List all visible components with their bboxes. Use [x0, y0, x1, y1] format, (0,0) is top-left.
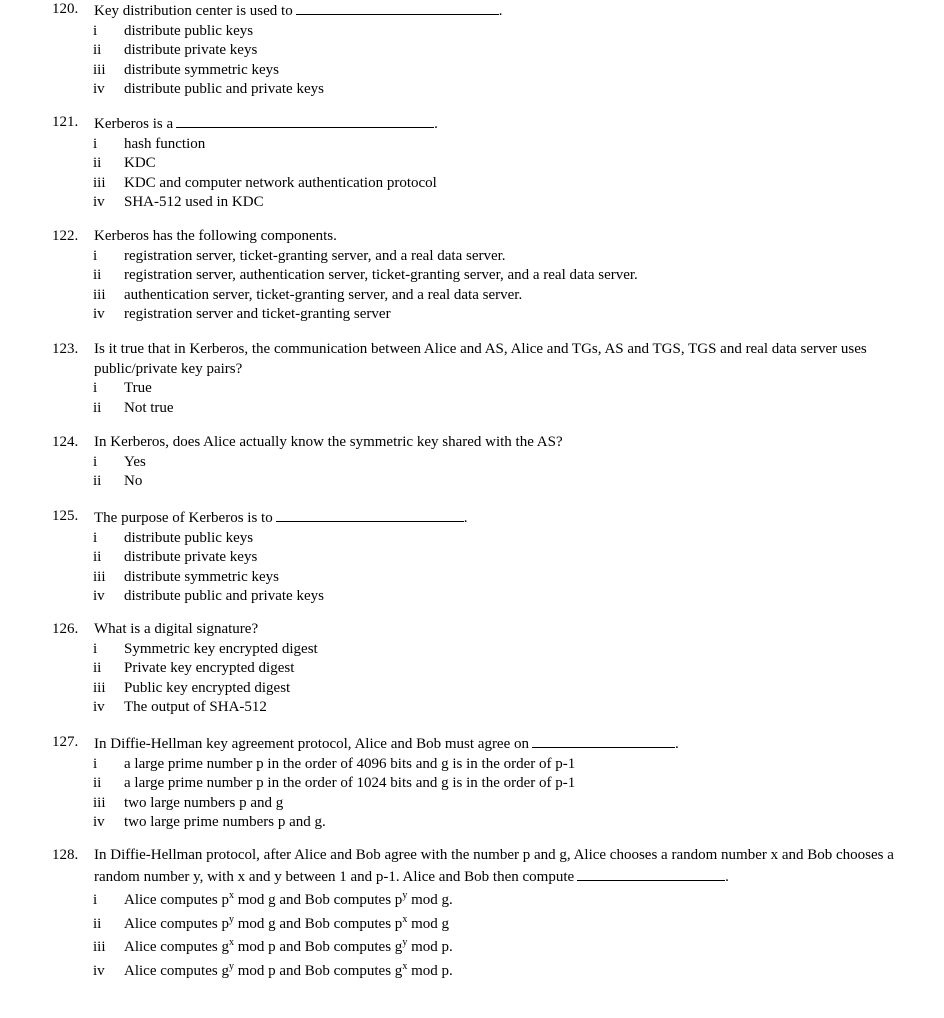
option-text: Alice computes $g^x$ mod p and Bob computes $g^y$ mod p. — [124, 937, 453, 955]
option-text: True — [124, 380, 152, 396]
option-text: The output of SHA-512 — [124, 699, 267, 715]
option — [52, 774, 912, 794]
option-text: distribute public and private keys — [124, 588, 324, 604]
option-text: Symmetric key encrypted digest — [124, 640, 318, 657]
question-number: 121. — [52, 114, 79, 130]
question-number: 123. — [52, 341, 79, 357]
option-text: Alice computes $p^y$ mod g and Bob computes $p^x$ mod g — [124, 913, 449, 932]
option — [52, 640, 912, 660]
question-text: In Diffie-Hellman key agreement protocol, Alice and Bob must agree on — [94, 736, 529, 752]
option — [52, 193, 912, 213]
option-numeral: iii — [93, 174, 106, 191]
option — [52, 453, 912, 473]
option-text: distribute public keys — [124, 529, 254, 546]
option — [52, 305, 912, 325]
answer-blank — [532, 733, 675, 748]
option — [52, 568, 912, 588]
answer-blank — [276, 507, 464, 522]
question-text: The purpose of Kerberos is to — [94, 510, 273, 526]
option-numeral: ii — [93, 42, 102, 58]
option-text: Alice computes $g^y$ mod p and Bob computes $g^x$ mod p. — [124, 960, 453, 979]
option-numeral: ii — [93, 549, 102, 565]
option-text: SHA-512 used in KDC — [124, 194, 264, 210]
option-text: distribute symmetric keys — [124, 568, 279, 585]
option-numeral: iii — [93, 568, 106, 585]
option-numeral: iii — [93, 794, 106, 811]
answer-blank — [296, 0, 499, 15]
question-128: 128. In Diffie-Hellman protocol, after Alice and Bob agree with the number p and g, Alice chooses a random number x and Bob chooses a random number y, with x and y between 1 and p-1. Alice and Bob then compute . i Alice computes $p^x$ mod g and Bob computes $p^y$ mod g. ii Alice computes $p^y$ mod g and Bob computes $p^x$ mod g iii Alice computes $g^x$ mod p and Bob computes $g^y$ mod p. iv Alice computes $g^y$ mod p and Bob computes $g^x$ mod p. — [52, 846, 912, 981]
option-text: registration server, authentication server, ticket-granting server, and a real data server. — [124, 267, 638, 283]
question-text: What is a digital signature? — [94, 621, 259, 637]
option — [52, 399, 912, 419]
option-text: distribute symmetric keys — [124, 61, 279, 78]
question-125: 125. The purpose of Kerberos is to . i distribute public keys ii distribute private keys iii distribute symmetric keys iv distribute public and private keys — [52, 507, 912, 607]
option-text: distribute public and private keys — [124, 81, 324, 97]
option-text: Yes — [124, 453, 146, 470]
question-number: 124. — [52, 434, 79, 450]
question-text: In Diffie-Hellman protocol, after Alice and Bob agree with the number p and g, Alice chooses a random number x and Bob chooses a random number y, with x and y between 1 and p-1. Alice and Bob then compute — [94, 847, 894, 885]
question-text: Is it true that in Kerberos, the communication between Alice and AS, Alice and TGs, AS and TGS, TGS and real data server uses public/private key pairs? — [94, 341, 867, 377]
option-text: registration server, ticket-granting server, and a real data server. — [124, 247, 506, 264]
option-text: Private key encrypted digest — [124, 660, 295, 676]
question-126 — [52, 620, 912, 718]
option-text: Not true — [124, 399, 174, 416]
option-numeral: ii — [93, 915, 102, 932]
option-numeral: i — [93, 135, 98, 152]
option — [52, 962, 912, 982]
option — [52, 813, 912, 833]
option — [52, 22, 912, 42]
option-text: KDC — [124, 155, 156, 171]
option — [52, 61, 912, 81]
question-number: 126. — [52, 621, 79, 637]
option — [52, 891, 912, 911]
question-number: 120. — [52, 1, 79, 17]
option-text: distribute private keys — [124, 42, 258, 58]
question-number: 122. — [52, 228, 79, 244]
option-text: distribute public keys — [124, 22, 254, 39]
option-text: hash function — [124, 135, 206, 152]
option-numeral: i — [93, 755, 98, 772]
option — [52, 286, 912, 306]
option-text: authentication server, ticket-granting server, and a real data server. — [124, 286, 523, 303]
option-numeral: iii — [93, 61, 106, 78]
option — [52, 659, 912, 679]
option-numeral: iii — [93, 939, 106, 955]
option-numeral: ii — [93, 155, 102, 171]
option-numeral: iv — [93, 81, 105, 97]
option-numeral: i — [93, 529, 98, 546]
option-numeral: ii — [93, 399, 102, 416]
option-text: a large prime number p in the order of 4096 bits and g is in the order of p-1 — [124, 755, 576, 772]
option — [52, 794, 912, 814]
option-numeral: i — [93, 380, 98, 396]
option-numeral: iii — [93, 679, 106, 696]
question-124 — [52, 433, 912, 492]
option — [52, 587, 912, 607]
question-text: In Kerberos, does Alice actually know the symmetric key shared with the AS? — [94, 434, 563, 450]
question-number: 127. — [52, 734, 79, 750]
option-numeral: iv — [93, 699, 105, 715]
option — [52, 135, 912, 155]
option-text: No — [124, 473, 143, 489]
question-121: 121. Kerberos is a . i hash function ii KDC iii KDC and computer network authentication protocol iv SHA-512 used in KDC — [52, 113, 912, 213]
option — [52, 679, 912, 699]
question-text: Kerberos is a — [94, 116, 174, 132]
option — [52, 938, 912, 958]
option — [52, 266, 912, 286]
option — [52, 379, 912, 399]
option — [52, 174, 912, 194]
option-numeral: i — [93, 453, 98, 470]
option-text: KDC and computer network authentication protocol — [124, 174, 437, 191]
option — [52, 698, 912, 718]
option-text: a large prime number p in the order of 1024 bits and g is in the order of p-1 — [124, 775, 576, 791]
option — [52, 80, 912, 100]
option-numeral: iv — [93, 814, 105, 830]
option-numeral: iv — [93, 306, 105, 322]
question-text: Key distribution center is used to — [94, 3, 293, 19]
option — [52, 247, 912, 267]
option-text: distribute private keys — [124, 549, 258, 565]
option-numeral: iv — [93, 588, 105, 604]
option-numeral: ii — [93, 473, 102, 489]
option — [52, 154, 912, 174]
question-number: 125. — [52, 508, 79, 524]
answer-blank — [176, 113, 434, 128]
question-122 — [52, 227, 912, 325]
option-numeral: i — [93, 892, 98, 908]
option-text: Alice computes $p^x$ mod g and Bob computes $p^y$ mod g. — [124, 890, 453, 908]
option-numeral: ii — [93, 267, 102, 283]
option-numeral: iv — [93, 194, 105, 210]
option-text: registration server and ticket-granting server — [124, 306, 391, 322]
option — [52, 41, 912, 61]
option-numeral: i — [93, 640, 98, 657]
option — [52, 472, 912, 492]
question-120: 120. Key distribution center is used to . i distribute public keys ii distribute private keys iii distribute symmetric keys iv distribute public and private keys — [52, 0, 912, 100]
option — [52, 755, 912, 775]
question-number: 128. — [52, 847, 79, 863]
question-123 — [52, 340, 912, 418]
option-text: two large numbers p and g — [124, 794, 284, 811]
option-text: two large prime numbers p and g. — [124, 814, 326, 830]
option-numeral: iii — [93, 286, 106, 303]
option-numeral: i — [93, 247, 98, 264]
option-numeral: i — [93, 22, 98, 39]
option — [52, 915, 912, 935]
question-127: 127. In Diffie-Hellman key agreement protocol, Alice and Bob must agree on . i a large prime number p in the order of 4096 bits and g is in the order of p-1 ii a large prime number p in the order of 1024 bits and g is in the order of p-1 iii two large numbers p and g iv two large prime numbers p and g. — [52, 733, 912, 833]
option — [52, 548, 912, 568]
option-numeral: ii — [93, 660, 102, 676]
option — [52, 529, 912, 549]
question-text: Kerberos has the following components. — [94, 228, 337, 244]
option-numeral: iv — [93, 962, 105, 979]
answer-blank — [577, 866, 725, 881]
option-numeral: ii — [93, 775, 102, 791]
option-text: Public key encrypted digest — [124, 679, 291, 696]
